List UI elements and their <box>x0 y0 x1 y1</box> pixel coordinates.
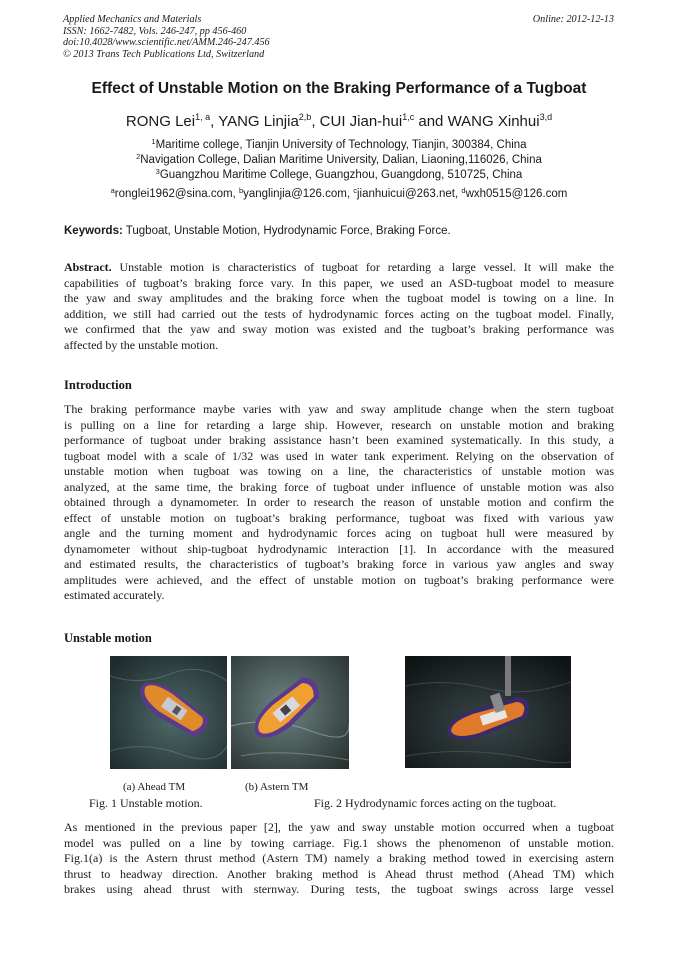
body-line: unstable motion when tugboat was towing on a line, the characteristics of unstable motion was <box>64 464 614 478</box>
fig2-photo <box>405 656 571 768</box>
abstract-line <box>64 260 614 276</box>
keywords <box>64 225 451 237</box>
abstract-line: we confirmed that the yaw and sway motion was existed and the tugboat’s braking performance was <box>64 322 614 336</box>
fig1b-photo <box>231 656 349 769</box>
abstract-line: addition, we still had carried out the tests of hydrodynamic forces acting on the tugboat model. Finally, <box>64 306 614 321</box>
fig2-caption: Fig. 2 Hydrodynamic forces acting on the tugboat. <box>314 796 557 810</box>
body-line: performance of tugboat under braking assistance hasn’t been examined systematically. In this study, a <box>64 433 614 447</box>
section-heading-introduction: Introduction <box>64 378 132 392</box>
affiliation <box>0 138 678 153</box>
email-sup: d <box>461 186 466 195</box>
body-line: angle and the turning moment and hydrodynamic forces acing on tugboat hull were measured by <box>64 526 614 540</box>
tugboat-photo-astern <box>231 656 349 769</box>
body-line: Fig.1(a) is the Astern thrust method (Astern TM) namely a braking method towed in exercising astern <box>64 851 614 865</box>
issn-line: ISSN: 1662-7482, Vols. 246-247, pp 456-460 <box>63 25 247 37</box>
body-line: brakes using ahead thrust with sternway. During tests, the tugboat swings across large vessel <box>64 882 614 896</box>
doi-line: doi:10.4028/www.scientific.net/AMM.246-247.456 <box>63 37 270 49</box>
affiliation <box>0 168 678 183</box>
email-address: ronglei1962@sina.com, <box>114 188 239 200</box>
affiliation-text: Guangzhou Maritime College, Guangzhou, Guangdong, 510725, China <box>159 168 523 181</box>
journal-header <box>63 14 270 60</box>
tugboat-photo-hydrodynamic <box>405 656 571 768</box>
body-line: As mentioned in the previous paper [2], the yaw and sway unstable motion occurred when a tugboat <box>64 820 614 834</box>
abstract-text: Unstable motion is characteristics of tugboat for retarding a large vessel. It will make the <box>111 260 614 274</box>
body-line: dynamometer without ship-tugboat hydrodynamic interaction [1]. In accordance with the measured <box>64 541 614 556</box>
body-line: amplitudes were achieved, and the effect of unstable motion on tugboat’s braking performance were <box>64 572 614 587</box>
tugboat-photo-ahead <box>110 656 227 769</box>
author-sup: 1, a <box>195 112 211 122</box>
affiliation-sup: 2 <box>136 151 141 161</box>
body-line: obtained through a dynamometer. In order to research the reason of unstable motion and confirm the <box>64 495 614 509</box>
body-line: effect of unstable motion on tugboat’s braking performance, tugboat was fixed with various yaw <box>64 510 614 525</box>
email-list <box>0 188 678 200</box>
email-address: yanglinjia@126.com, <box>243 188 354 200</box>
section-heading-unstable-motion: Unstable motion <box>64 631 152 645</box>
online-date: Online: 2012-12-13 <box>532 14 614 25</box>
journal-name: Applied Mechanics and Materials <box>63 14 202 25</box>
body-line: analyzed, at the same time, the braking force of tugboat under influence of unstable motion was also <box>64 479 614 494</box>
fig1b-caption: (b) Astern TM <box>245 781 309 793</box>
author-list <box>0 113 678 130</box>
author-separator: , <box>210 113 219 130</box>
author-sup: 2,b <box>298 112 312 122</box>
body-line: is pulling on a line for retarding a large ship. However, research on unstable motion and braking <box>64 417 614 432</box>
email-address: wxh0515@126.com <box>465 188 568 200</box>
email-sup: c <box>353 186 357 195</box>
body-line: model was pulled on a line by towing carriage. Fig.1 shows the phenomenon of unstable motion. <box>64 835 614 850</box>
author-separator: , <box>311 113 320 130</box>
email-sup: a <box>110 186 115 195</box>
author-sup: 3,d <box>539 112 553 122</box>
affiliation-sup: 3 <box>155 166 160 176</box>
body-line: tugboat model with a scale of 1/32 was used in water tank experiment. Relying on the observation of <box>64 448 614 463</box>
fig1-caption: Fig. 1 Unstable motion. <box>89 796 203 810</box>
author-separator: and <box>414 113 448 130</box>
email-address: jianhuicui@263.net, <box>357 188 462 200</box>
copyright-line: © 2013 Trans Tech Publications Ltd, Switzerland <box>63 48 265 60</box>
author-name: RONG Lei <box>125 113 196 130</box>
paper-title: Effect of Unstable Motion on the Braking Performance of a Tugboat <box>91 80 587 97</box>
body-line: thrust to headway direction. Another braking method is Ahead thrust method (Ahead TM) which <box>64 866 614 881</box>
keywords-text: Tugboat, Unstable Motion, Hydrodynamic Force, Braking Force. <box>122 225 451 237</box>
fig1a-photo <box>110 656 227 769</box>
author-name: WANG Xinhui <box>447 113 540 130</box>
abstract-line: the yaw and sway amplitudes and the braking force when the tugboat model is towing on a line. In <box>64 291 614 305</box>
affiliation-list <box>0 138 678 182</box>
body-line: estimated accurately. <box>64 588 165 602</box>
keywords-label: Keywords: <box>64 225 123 237</box>
abstract-line: capabilities of tugboat’s braking force vary. In this paper, we used an ASD-tugboat model to measure <box>64 275 614 290</box>
introduction-body <box>64 402 614 604</box>
author-sup: 1,c <box>402 112 415 122</box>
abstract-line: affected by the unstable motion. <box>64 337 219 352</box>
email-sup: b <box>238 186 244 195</box>
abstract-label: Abstract. <box>64 260 112 274</box>
affiliation-text: Navigation College, Dalian Maritime University, Dalian, Liaoning,116026, China <box>140 153 542 166</box>
author-name: YANG Linjia <box>218 113 299 130</box>
affiliation <box>0 153 678 168</box>
affiliation-text: Maritime college, Tianjin University of Technology, Tianjin, 300384, China <box>155 139 527 151</box>
abstract <box>64 260 614 353</box>
body-line: and estimated results, the characteristics of tugboat’s braking force in various yaw angles and sway <box>64 557 614 571</box>
author-name: CUI Jian-hui <box>319 113 403 130</box>
unstable-motion-body <box>64 820 614 898</box>
affiliation-sup: 1 <box>151 137 156 146</box>
fig1a-caption: (a) Ahead TM <box>123 781 186 793</box>
body-line: The braking performance maybe varies with yaw and sway amplitude change when the stern tugboat <box>64 402 614 416</box>
